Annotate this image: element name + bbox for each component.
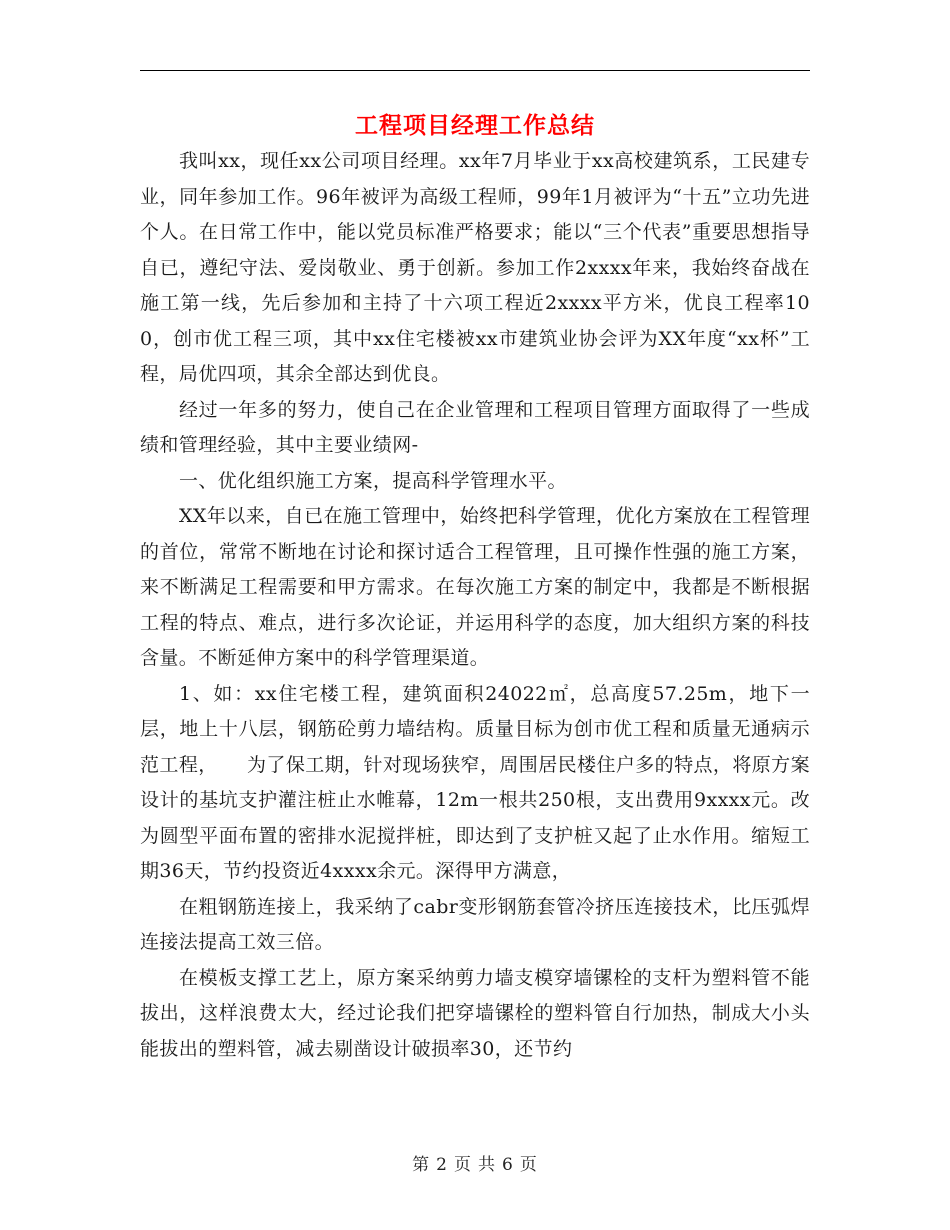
document-body — [140, 144, 810, 1067]
paragraph-introduction: 我叫xx，现任xx公司项目经理。xx年7月毕业于xx高校建筑系，工民建专业，同年参加工作。96年被评为高级工程师，99年1月被评为“十五”立功先进个人。在日常工作中，能以党员标准严格要求；能以“三个代表”重要思想指导自已，遵纪守法、爱岗敬业、勇于创新。参加工作2xxxx年来，我始终奋战在施工第一线，先后参加和主持了十六项工程近2xxxx平方米，优良工程率100，创市优工程三项，其中xx住宅楼被xx市建筑业协会评为XX年度“xx杯”工程，局优四项，其余全部达到优良。 — [140, 150, 810, 385]
page-footer — [140, 1152, 810, 1178]
footer-prefix: 第 — [412, 1155, 431, 1175]
paragraph-rebar: 在粗钢筋连接上，我采纳了cabr变形钢筋套管冷挤压连接技术，比压弧焊连接法提高工效三倍。 — [140, 895, 810, 953]
paragraph-management: XX年以来，自已在施工管理中，始终把科学管理，优化方案放在工程管理的首位，常常不断地在讨论和探讨适合工程管理，且可操作性强的施工方案，来不断满足工程需要和甲方需求。在每次施工方案的制定中，我都是不断根据工程的特点、难点，进行多次论证，并运用科学的态度，加大组织方案的科技含量。不断延伸方案中的科学管理渠道。 — [140, 505, 810, 669]
footer-page-unit: 页 — [454, 1155, 472, 1175]
section-heading-1: 一、优化组织施工方案，提高科学管理水平。 — [178, 469, 567, 492]
paragraph-example-1: 1、如：xx住宅楼工程，建筑面积24022㎡，总高度57.25m，地下一层，地上十八层，钢筋砼剪力墙结构。质量目标为创市优工程和质量无通病示范工程， 为了保工期，针对现场狭窄，周围居民楼住户多的特点，将原方案设计的基坑支护灌注桩止水帷幕，12m一根共250根，支出费用9xxxx元。改为圆型平面布置的密排水泥搅拌桩，即达到了支护桩又起了止水作用。缩短工期36天，节约投资近4xxxx余元。深得甲方满意， — [140, 682, 810, 882]
footer-current-page: 2 — [436, 1155, 448, 1175]
document-title: 工程项目经理工作总结 — [355, 112, 595, 139]
footer-total-unit: 页 — [519, 1155, 538, 1175]
footer-total-prefix: 共 — [478, 1155, 496, 1175]
paragraph-achievements: 经过一年多的努力，使自己在企业管理和工程项目管理方面取得了一些成绩和管理经验，其中主要业绩网- — [140, 398, 810, 456]
paragraph-formwork: 在模板支撑工艺上，原方案采纳剪力墙支模穿墙镙栓的支杆为塑料管不能拔出，这样浪费太大，经过论我们把穿墙镙栓的塑料管自行加热，制成大小头能拔出的塑料管，减去剔凿设计破损率30，还节约 — [140, 966, 810, 1060]
header-rule — [140, 70, 810, 71]
footer-total-pages: 6 — [502, 1155, 514, 1175]
